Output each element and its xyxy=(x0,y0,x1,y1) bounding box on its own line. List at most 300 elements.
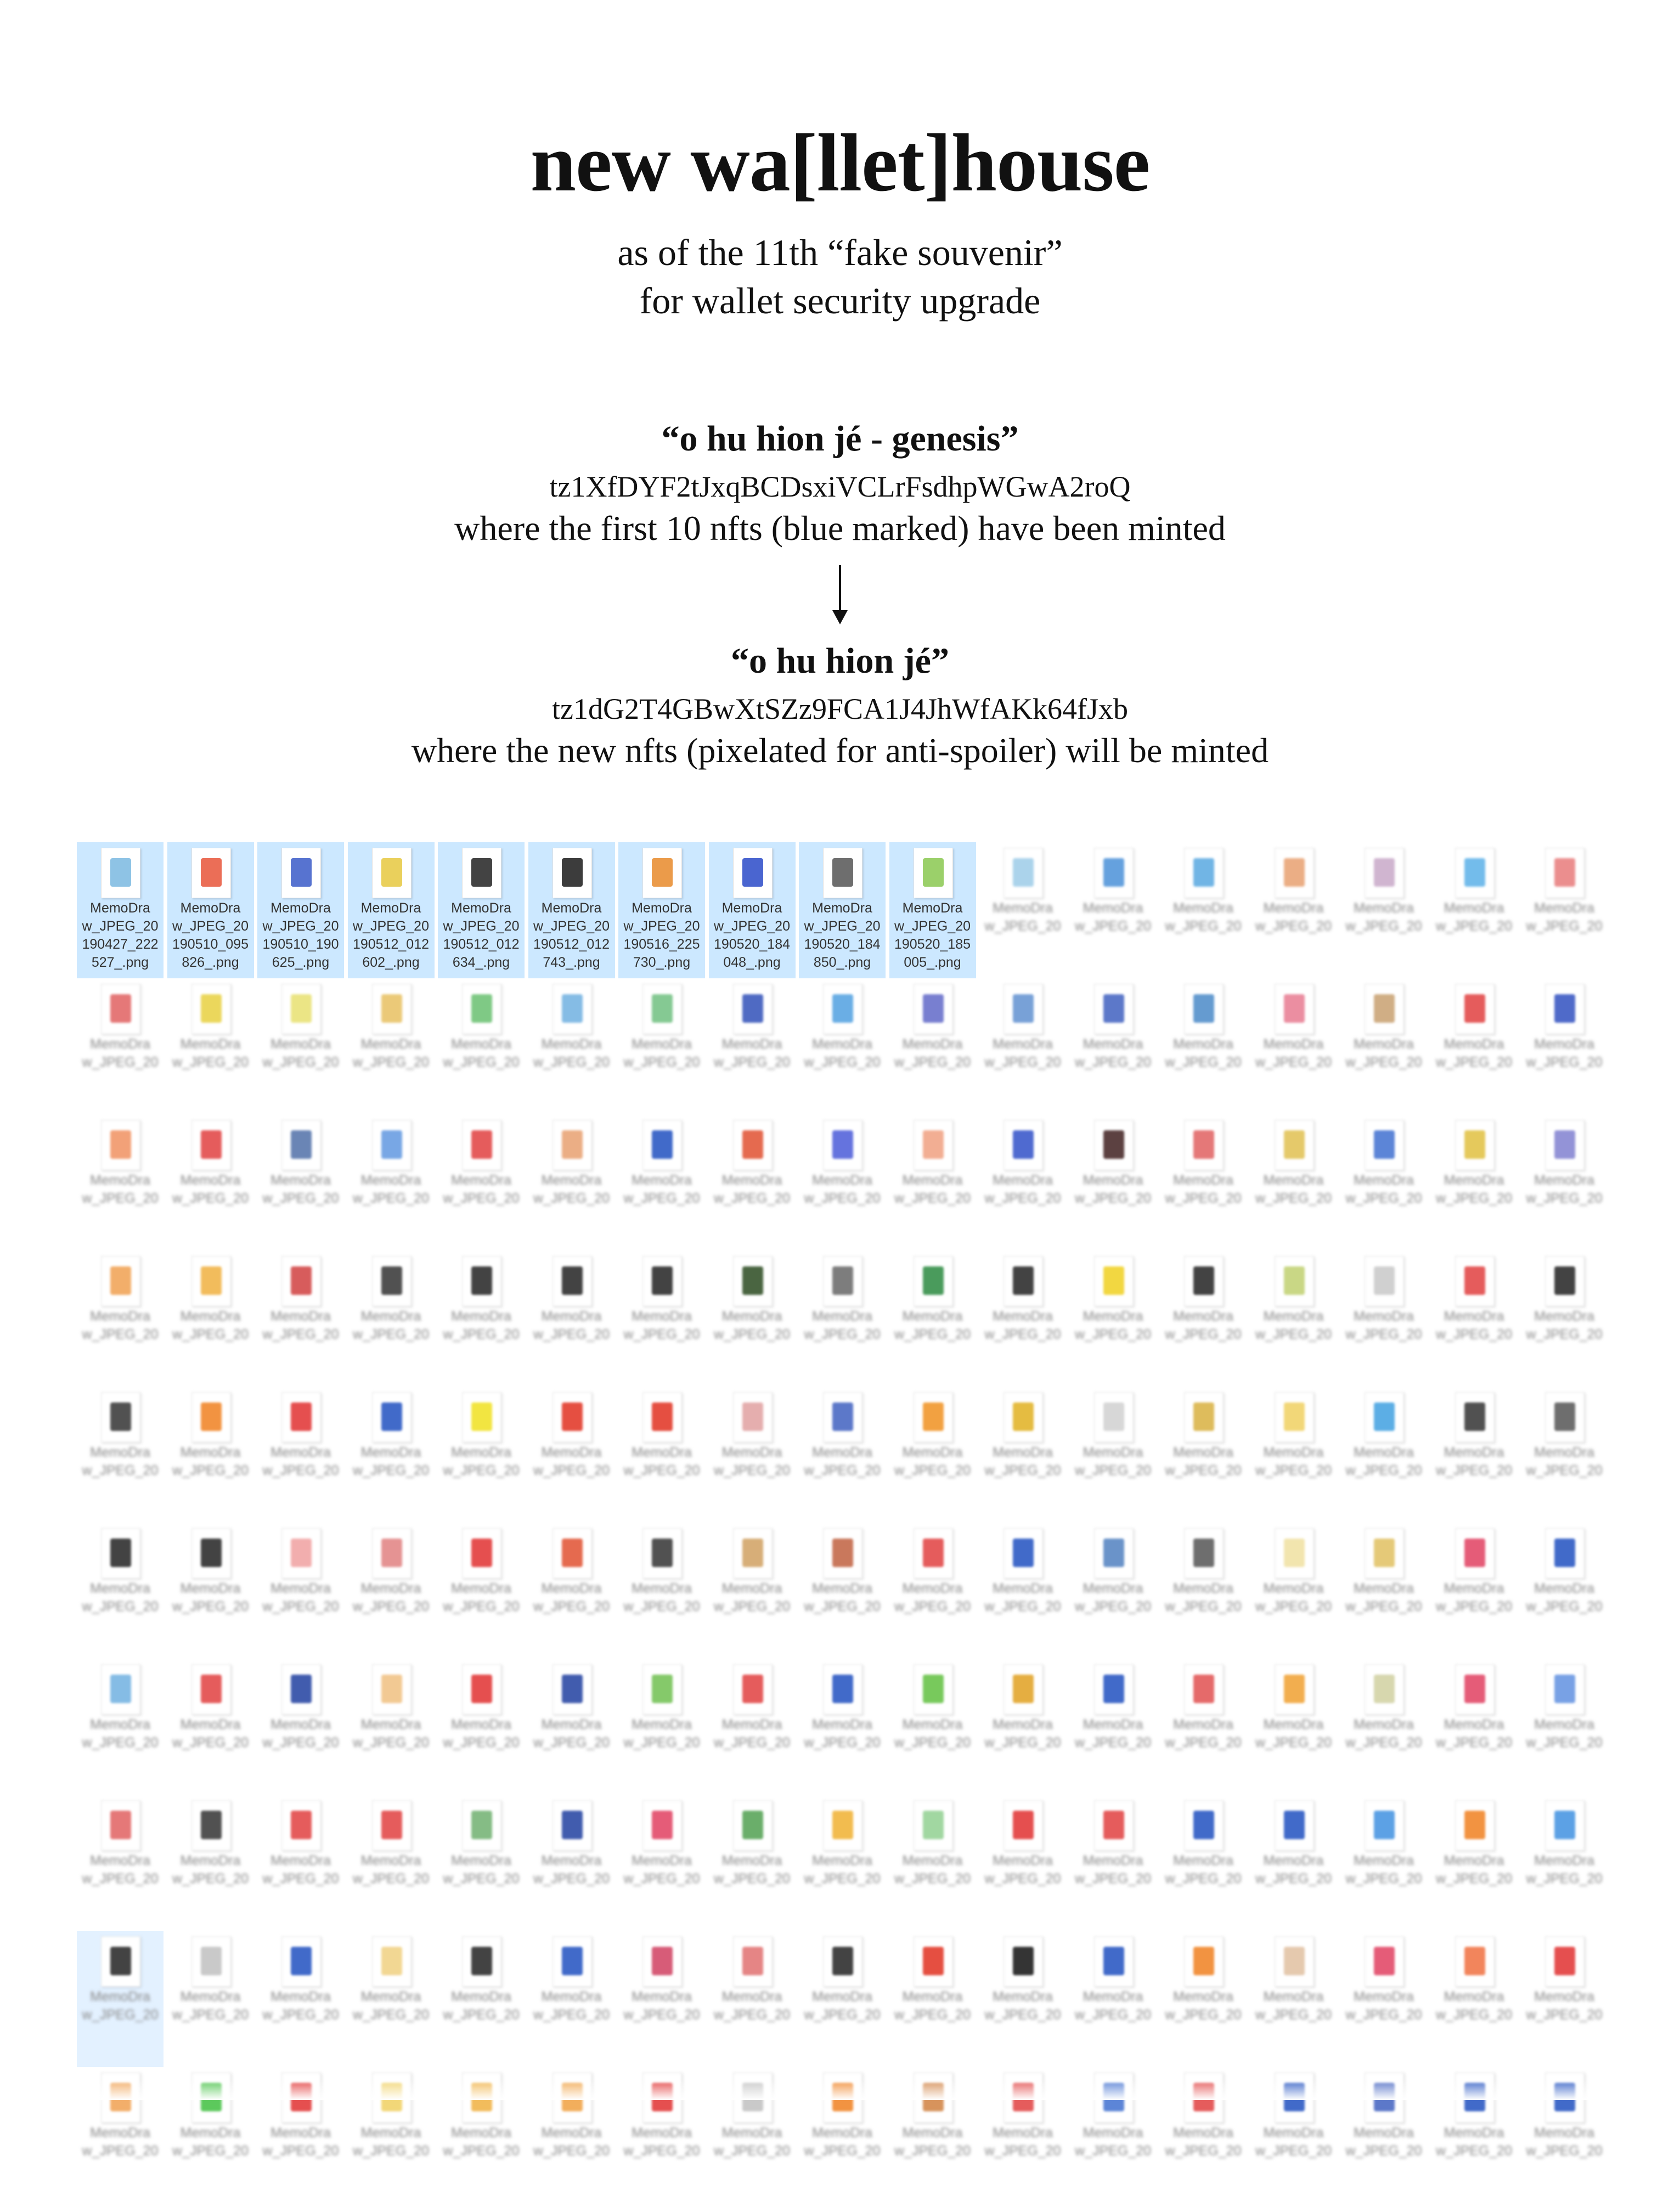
file-item-minted[interactable] xyxy=(799,842,886,978)
file-name: MemoDra w_JPEG_20 190510_095 826_.png xyxy=(172,900,249,970)
file-name: MemoDra w_JPEG_20 xyxy=(1526,1445,1603,1478)
file-name: MemoDra w_JPEG_20 xyxy=(623,1309,700,1342)
file-item-pixelated[interactable] xyxy=(889,1114,976,1250)
file-item-pixelated[interactable] xyxy=(889,1250,976,1387)
file-item-pixelated[interactable] xyxy=(1431,1114,1518,1250)
file-thumbnail xyxy=(1184,848,1224,898)
file-item-pixelated[interactable] xyxy=(438,1659,525,1795)
file-item-pixelated[interactable] xyxy=(1521,978,1608,1114)
file-item-pixelated[interactable] xyxy=(1160,1114,1247,1250)
file-item-pixelated[interactable] xyxy=(348,1387,435,1523)
file-item-pixelated[interactable] xyxy=(1250,1523,1337,1659)
file-name: MemoDra w_JPEG_20 xyxy=(443,1173,520,1206)
file-item-minted[interactable] xyxy=(528,842,615,978)
file-item-pixelated[interactable] xyxy=(1160,1387,1247,1523)
file-item-pixelated[interactable] xyxy=(167,978,254,1114)
file-item-pixelated[interactable] xyxy=(709,1114,796,1250)
file-item-pixelated[interactable] xyxy=(1070,1659,1157,1795)
file-thumbnail xyxy=(372,1528,411,1579)
file-name: MemoDra w_JPEG_20 xyxy=(1526,1036,1603,1070)
file-name: MemoDra w_JPEG_20 xyxy=(804,1989,881,2022)
file-item-pixelated[interactable] xyxy=(1160,1250,1247,1387)
file-name: MemoDra w_JPEG_20 xyxy=(82,1445,159,1478)
file-item-pixelated[interactable] xyxy=(709,1931,796,2067)
file-item-pixelated[interactable] xyxy=(979,1114,1066,1250)
file-name: MemoDra w_JPEG_20 xyxy=(172,1445,249,1478)
file-item-pixelated[interactable] xyxy=(889,1387,976,1523)
file-item-pixelated[interactable] xyxy=(1160,1795,1247,1931)
file-item-pixelated[interactable] xyxy=(1070,1523,1157,1659)
file-name: MemoDra w_JPEG_20 xyxy=(1436,1445,1512,1478)
file-thumbnail xyxy=(1455,1256,1495,1306)
file-item-pixelated[interactable] xyxy=(257,1114,344,1250)
file-item-pixelated[interactable] xyxy=(979,842,1066,978)
file-item-pixelated[interactable] xyxy=(1431,1523,1518,1659)
file-thumbnail xyxy=(823,848,862,898)
file-thumbnail xyxy=(462,1392,501,1443)
file-item-pixelated[interactable] xyxy=(979,1931,1066,2067)
file-item-pixelated[interactable] xyxy=(979,978,1066,1114)
file-item-minted[interactable] xyxy=(889,842,976,978)
file-item-pixelated[interactable] xyxy=(1431,978,1518,1114)
file-thumbnail xyxy=(281,848,321,898)
file-name: MemoDra w_JPEG_20 xyxy=(353,1309,429,1342)
file-name: MemoDra w_JPEG_20 xyxy=(1165,1445,1242,1478)
file-item-pixelated[interactable] xyxy=(167,1795,254,1931)
file-name: MemoDra w_JPEG_20 xyxy=(623,1036,700,1070)
file-item-pixelated[interactable] xyxy=(1521,1250,1608,1387)
file-name: MemoDra w_JPEG_20 xyxy=(714,1581,790,1614)
file-name: MemoDra w_JPEG_20 xyxy=(1526,1717,1603,1750)
file-item-pixelated[interactable] xyxy=(618,978,705,1114)
file-name: MemoDra w_JPEG_20 xyxy=(623,1173,700,1206)
new-wallet-name: “o hu hion jé” xyxy=(731,641,949,681)
file-thumbnail xyxy=(1004,1392,1043,1443)
file-thumbnail xyxy=(1545,1664,1585,1715)
file-item-pixelated[interactable] xyxy=(528,1114,615,1250)
file-thumbnail xyxy=(1545,1256,1585,1306)
file-thumbnail xyxy=(1094,1256,1134,1306)
file-name: MemoDra w_JPEG_20 xyxy=(533,2125,610,2159)
file-item-pixelated[interactable] xyxy=(1070,842,1157,978)
file-item-pixelated[interactable] xyxy=(709,1523,796,1659)
file-name: MemoDra w_JPEG_20 xyxy=(714,1173,790,1206)
file-item-pixelated[interactable] xyxy=(889,1931,976,2067)
old-wallet-name: “o hu hion jé - genesis” xyxy=(661,419,1019,459)
file-item-pixelated[interactable] xyxy=(618,1523,705,1659)
file-item-pixelated[interactable] xyxy=(257,1250,344,1387)
file-thumbnail xyxy=(1545,1120,1585,1170)
file-thumbnail xyxy=(914,1120,953,1170)
file-item-pixelated[interactable] xyxy=(1431,1931,1518,2067)
file-item-pixelated[interactable] xyxy=(1160,978,1247,1114)
file-thumbnail xyxy=(1365,1664,1404,1715)
file-thumbnail xyxy=(1545,848,1585,898)
file-thumbnail xyxy=(1455,1936,1495,1987)
file-name: MemoDra w_JPEG_20 xyxy=(262,1989,339,2022)
file-item-pixelated[interactable] xyxy=(167,1114,254,1250)
file-thumbnail xyxy=(823,1256,862,1306)
file-item-pixelated[interactable] xyxy=(167,1250,254,1387)
file-thumbnail xyxy=(1184,1120,1224,1170)
subtitle-line-2: for wallet security upgrade xyxy=(639,280,1041,322)
file-item-pixelated[interactable] xyxy=(77,1387,164,1523)
file-item-pixelated[interactable] xyxy=(979,1387,1066,1523)
file-item-pixelated[interactable] xyxy=(528,1931,615,2067)
file-item-minted[interactable] xyxy=(167,842,254,978)
file-thumbnail xyxy=(553,848,592,898)
file-item-pixelated[interactable] xyxy=(438,1387,525,1523)
file-item-minted[interactable] xyxy=(618,842,705,978)
file-item-pixelated[interactable] xyxy=(77,1523,164,1659)
file-thumbnail xyxy=(1455,848,1495,898)
file-thumbnail xyxy=(1365,1120,1404,1170)
file-thumbnail xyxy=(1275,1664,1314,1715)
file-item-pixelated[interactable] xyxy=(618,1795,705,1931)
file-name: MemoDra w_JPEG_20 xyxy=(353,1173,429,1206)
file-thumbnail xyxy=(281,1528,321,1579)
file-name: MemoDra w_JPEG_20 xyxy=(804,1309,881,1342)
file-item-pixelated[interactable] xyxy=(438,1114,525,1250)
file-item-pixelated[interactable] xyxy=(799,1250,886,1387)
file-item-pixelated[interactable] xyxy=(1521,1931,1608,2067)
file-item-pixelated[interactable] xyxy=(1521,1523,1608,1659)
file-item-pixelated[interactable] xyxy=(709,1250,796,1387)
file-item-pixelated[interactable] xyxy=(889,1795,976,1931)
file-thumbnail xyxy=(823,1120,862,1170)
file-item-pixelated[interactable] xyxy=(618,1387,705,1523)
file-item-pixelated[interactable] xyxy=(1340,1659,1427,1795)
file-name: MemoDra w_JPEG_20 xyxy=(623,1581,700,1614)
file-name: MemoDra w_JPEG_20 xyxy=(714,2125,790,2159)
file-item-pixelated[interactable] xyxy=(1521,1114,1608,1250)
file-thumbnail xyxy=(733,1664,773,1715)
file-item-pixelated[interactable] xyxy=(348,978,435,1114)
file-row xyxy=(77,978,1603,1114)
file-name: MemoDra w_JPEG_20 xyxy=(443,1309,520,1342)
file-item-minted[interactable] xyxy=(438,842,525,978)
file-name: MemoDra w_JPEG_20 xyxy=(443,1717,520,1750)
file-name: MemoDra w_JPEG_20 xyxy=(82,2125,159,2159)
file-item-pixelated[interactable] xyxy=(1250,842,1337,978)
file-item-pixelated[interactable] xyxy=(1250,1387,1337,1523)
file-item-pixelated[interactable] xyxy=(1431,1387,1518,1523)
file-thumbnail xyxy=(1184,1528,1224,1579)
file-name: MemoDra w_JPEG_20 xyxy=(1345,1036,1422,1070)
file-thumbnail xyxy=(553,1392,592,1443)
file-name: MemoDra w_JPEG_20 xyxy=(1075,1036,1151,1070)
file-thumbnail xyxy=(914,1528,953,1579)
file-thumbnail xyxy=(1275,1936,1314,1987)
file-item-pixelated[interactable] xyxy=(528,1795,615,1931)
file-item-pixelated[interactable] xyxy=(257,978,344,1114)
file-row xyxy=(77,1523,1603,1659)
file-item-pixelated[interactable] xyxy=(709,1387,796,1523)
file-item-pixelated[interactable] xyxy=(1250,1931,1337,2067)
file-item-pixelated[interactable] xyxy=(167,1659,254,1795)
file-item-pixelated[interactable] xyxy=(979,1250,1066,1387)
page-title: new wa[llet]house xyxy=(530,117,1150,209)
file-thumbnail xyxy=(1455,1664,1495,1715)
file-name: MemoDra w_JPEG_20 xyxy=(623,1445,700,1478)
file-item-pixelated[interactable] xyxy=(257,1387,344,1523)
file-item-pixelated[interactable] xyxy=(1070,978,1157,1114)
file-thumbnail xyxy=(642,1392,682,1443)
file-name: MemoDra w_JPEG_20 xyxy=(172,1989,249,2022)
file-thumbnail xyxy=(1275,1256,1314,1306)
file-item-pixelated[interactable] xyxy=(348,1659,435,1795)
file-name: MemoDra w_JPEG_20 xyxy=(894,1445,971,1478)
file-thumbnail xyxy=(553,1120,592,1170)
file-item-pixelated[interactable] xyxy=(77,1795,164,1931)
file-item-pixelated[interactable] xyxy=(1431,1795,1518,1931)
file-item-pixelated[interactable] xyxy=(1070,1931,1157,2067)
file-name: MemoDra w_JPEG_20 xyxy=(1165,2125,1242,2159)
file-item-pixelated[interactable] xyxy=(1340,1795,1427,1931)
file-item-pixelated[interactable] xyxy=(799,1523,886,1659)
file-item-pixelated[interactable] xyxy=(1250,1659,1337,1795)
file-item-pixelated[interactable] xyxy=(528,1250,615,1387)
file-item-pixelated[interactable] xyxy=(1070,1114,1157,1250)
file-thumbnail xyxy=(372,1664,411,1715)
file-name: MemoDra w_JPEG_20 190427_222 527_.png xyxy=(82,900,159,970)
file-item-pixelated[interactable] xyxy=(528,978,615,1114)
file-thumbnail xyxy=(642,1120,682,1170)
file-item-pixelated[interactable] xyxy=(77,1250,164,1387)
file-thumbnail xyxy=(1184,1936,1224,1987)
file-thumbnail xyxy=(914,1256,953,1306)
file-thumbnail xyxy=(281,1664,321,1715)
file-item-minted[interactable] xyxy=(348,842,435,978)
file-name: MemoDra w_JPEG_20 xyxy=(172,1717,249,1750)
file-item-pixelated[interactable] xyxy=(167,1523,254,1659)
file-item-pixelated[interactable] xyxy=(1250,1114,1337,1250)
file-name: MemoDra w_JPEG_20 xyxy=(172,1853,249,1886)
file-thumbnail xyxy=(1275,1528,1314,1579)
file-item-pixelated[interactable] xyxy=(1340,1523,1427,1659)
file-name: MemoDra w_JPEG_20 xyxy=(82,1173,159,1206)
file-item-pixelated[interactable] xyxy=(979,1523,1066,1659)
file-item-pixelated[interactable] xyxy=(1250,1795,1337,1931)
file-item-pixelated[interactable] xyxy=(1340,842,1427,978)
file-item-pixelated[interactable] xyxy=(348,1250,435,1387)
file-name: MemoDra w_JPEG_20 xyxy=(172,1581,249,1614)
file-item-pixelated[interactable] xyxy=(1431,1659,1518,1795)
file-thumbnail xyxy=(1275,1392,1314,1443)
file-thumbnail xyxy=(733,848,773,898)
file-item-pixelated[interactable] xyxy=(1340,1387,1427,1523)
file-item-pixelated[interactable] xyxy=(1160,1931,1247,2067)
file-item-pixelated[interactable] xyxy=(1250,1250,1337,1387)
file-name: MemoDra w_JPEG_20 xyxy=(443,1989,520,2022)
file-name: MemoDra w_JPEG_20 xyxy=(1255,1581,1332,1614)
file-item-pixelated[interactable] xyxy=(257,1795,344,1931)
file-item-pixelated[interactable] xyxy=(1160,842,1247,978)
file-item-pixelated[interactable] xyxy=(1340,978,1427,1114)
file-name: MemoDra w_JPEG_20 xyxy=(1436,1989,1512,2022)
file-item-pixelated[interactable] xyxy=(1340,1114,1427,1250)
file-item-pixelated[interactable] xyxy=(709,1659,796,1795)
file-item-pixelated[interactable] xyxy=(528,1387,615,1523)
file-name: MemoDra w_JPEG_20 xyxy=(804,1717,881,1750)
file-item-pixelated[interactable] xyxy=(1521,1387,1608,1523)
file-name: MemoDra w_JPEG_20 xyxy=(533,1173,610,1206)
file-name: MemoDra w_JPEG_20 xyxy=(172,2125,249,2159)
file-item-pixelated[interactable] xyxy=(1160,1659,1247,1795)
file-name: MemoDra w_JPEG_20 xyxy=(1526,1309,1603,1342)
file-item-pixelated[interactable] xyxy=(528,1523,615,1659)
file-thumbnail xyxy=(1455,984,1495,1034)
file-item-pixelated[interactable] xyxy=(799,1387,886,1523)
file-item-pixelated[interactable] xyxy=(348,1523,435,1659)
file-item-pixelated[interactable] xyxy=(438,978,525,1114)
file-name: MemoDra w_JPEG_20 xyxy=(984,1445,1061,1478)
file-item-pixelated[interactable] xyxy=(77,1931,164,2067)
file-thumbnail xyxy=(1275,984,1314,1034)
file-item-pixelated[interactable] xyxy=(889,978,976,1114)
file-item-pixelated[interactable] xyxy=(257,1523,344,1659)
file-item-pixelated[interactable] xyxy=(1431,842,1518,978)
file-name: MemoDra w_JPEG_20 xyxy=(262,1173,339,1206)
file-thumbnail xyxy=(914,848,953,898)
file-name: MemoDra w_JPEG_20 xyxy=(714,1309,790,1342)
file-thumbnail xyxy=(1094,1664,1134,1715)
file-item-pixelated[interactable] xyxy=(799,1659,886,1795)
file-item-pixelated[interactable] xyxy=(799,1931,886,2067)
file-item-pixelated[interactable] xyxy=(1521,1795,1608,1931)
file-thumbnail xyxy=(1365,1256,1404,1306)
file-item-pixelated[interactable] xyxy=(1431,1250,1518,1387)
file-item-pixelated[interactable] xyxy=(618,1114,705,1250)
file-item-pixelated[interactable] xyxy=(77,978,164,1114)
file-item-pixelated[interactable] xyxy=(979,1659,1066,1795)
file-item-minted[interactable] xyxy=(257,842,344,978)
file-name: MemoDra w_JPEG_20 190520_184 048_.png xyxy=(713,900,791,970)
file-thumbnail xyxy=(281,1800,321,1851)
file-item-pixelated[interactable] xyxy=(348,1931,435,2067)
file-item-pixelated[interactable] xyxy=(618,1931,705,2067)
file-thumbnail xyxy=(553,1256,592,1306)
file-item-pixelated[interactable] xyxy=(1521,842,1608,978)
file-item-pixelated[interactable] xyxy=(77,1114,164,1250)
file-item-pixelated[interactable] xyxy=(77,1659,164,1795)
file-item-pixelated[interactable] xyxy=(889,1659,976,1795)
file-thumbnail xyxy=(642,1256,682,1306)
file-thumbnail xyxy=(1455,1120,1495,1170)
file-item-pixelated[interactable] xyxy=(1340,1931,1427,2067)
file-name: MemoDra w_JPEG_20 xyxy=(714,1717,790,1750)
file-name: MemoDra w_JPEG_20 xyxy=(1255,2125,1332,2159)
file-item-pixelated[interactable] xyxy=(1160,1523,1247,1659)
file-thumbnail xyxy=(281,1392,321,1443)
file-item-pixelated[interactable] xyxy=(1070,1250,1157,1387)
file-item-pixelated[interactable] xyxy=(257,1931,344,2067)
file-name: MemoDra w_JPEG_20 xyxy=(262,1445,339,1478)
file-thumbnail xyxy=(1004,1664,1043,1715)
file-thumbnail xyxy=(1184,984,1224,1034)
file-item-pixelated[interactable] xyxy=(167,1931,254,2067)
file-name: MemoDra w_JPEG_20 xyxy=(353,1717,429,1750)
file-name: MemoDra w_JPEG_20 xyxy=(804,2125,881,2159)
file-thumbnail xyxy=(1094,984,1134,1034)
file-name: MemoDra w_JPEG_20 xyxy=(1165,1173,1242,1206)
file-thumbnail xyxy=(733,1800,773,1851)
file-item-pixelated[interactable] xyxy=(348,1114,435,1250)
file-name: MemoDra w_JPEG_20 xyxy=(894,1173,971,1206)
file-name: MemoDra w_JPEG_20 xyxy=(533,1309,610,1342)
file-name: MemoDra w_JPEG_20 xyxy=(804,1036,881,1070)
file-thumbnail xyxy=(1184,1256,1224,1306)
file-thumbnail xyxy=(914,1936,953,1987)
file-item-pixelated[interactable] xyxy=(799,1114,886,1250)
file-item-pixelated[interactable] xyxy=(438,1250,525,1387)
file-item-minted[interactable] xyxy=(709,842,796,978)
file-item-pixelated[interactable] xyxy=(618,1659,705,1795)
file-row xyxy=(77,1250,1603,1387)
file-item-pixelated[interactable] xyxy=(709,978,796,1114)
file-thumbnail xyxy=(642,1664,682,1715)
file-thumbnail xyxy=(281,984,321,1034)
file-item-pixelated[interactable] xyxy=(618,1250,705,1387)
file-item-pixelated[interactable] xyxy=(1070,1387,1157,1523)
file-name: MemoDra w_JPEG_20 xyxy=(443,1581,520,1614)
file-thumbnail xyxy=(823,1528,862,1579)
file-name: MemoDra w_JPEG_20 xyxy=(1165,1309,1242,1342)
file-thumbnail xyxy=(1184,1392,1224,1443)
file-item-pixelated[interactable] xyxy=(799,978,886,1114)
file-name: MemoDra w_JPEG_20 xyxy=(1526,2125,1603,2159)
file-item-pixelated[interactable] xyxy=(348,1795,435,1931)
file-item-pixelated[interactable] xyxy=(438,1523,525,1659)
file-name: MemoDra w_JPEG_20 xyxy=(1345,1581,1422,1614)
file-item-pixelated[interactable] xyxy=(438,1931,525,2067)
file-item-pixelated[interactable] xyxy=(799,1795,886,1931)
file-name: MemoDra w_JPEG_20 xyxy=(1165,1717,1242,1750)
file-name: MemoDra w_JPEG_20 xyxy=(1255,900,1332,934)
file-name: MemoDra w_JPEG_20 xyxy=(533,1717,610,1750)
file-name: MemoDra w_JPEG_20 190520_185 005_.png xyxy=(894,900,971,970)
file-thumbnail xyxy=(1455,1800,1495,1851)
file-item-pixelated[interactable] xyxy=(1250,978,1337,1114)
file-item-pixelated[interactable] xyxy=(257,1659,344,1795)
file-item-pixelated[interactable] xyxy=(167,1387,254,1523)
file-item-pixelated[interactable] xyxy=(979,1795,1066,1931)
file-item-pixelated[interactable] xyxy=(1521,1659,1608,1795)
file-name: MemoDra w_JPEG_20 xyxy=(172,1309,249,1342)
file-item-pixelated[interactable] xyxy=(1070,1795,1157,1931)
file-thumbnail xyxy=(553,984,592,1034)
file-thumbnail xyxy=(914,1392,953,1443)
file-name: MemoDra w_JPEG_20 xyxy=(533,1036,610,1070)
file-item-pixelated[interactable] xyxy=(438,1795,525,1931)
file-thumbnail xyxy=(1365,984,1404,1034)
file-name: MemoDra w_JPEG_20 xyxy=(984,1989,1061,2022)
file-item-minted[interactable] xyxy=(77,842,164,978)
file-item-pixelated[interactable] xyxy=(528,1659,615,1795)
file-thumbnail xyxy=(1365,848,1404,898)
file-row xyxy=(77,1387,1603,1523)
file-thumbnail xyxy=(1094,1528,1134,1579)
file-item-pixelated[interactable] xyxy=(709,1795,796,1931)
file-name: MemoDra w_JPEG_20 xyxy=(1255,1717,1332,1750)
file-item-pixelated[interactable] xyxy=(889,1523,976,1659)
file-item-pixelated[interactable] xyxy=(1340,1250,1427,1387)
file-name: MemoDra w_JPEG_20 xyxy=(1436,1036,1512,1070)
file-name: MemoDra w_JPEG_20 xyxy=(443,1445,520,1478)
file-name: MemoDra w_JPEG_20 xyxy=(1255,1989,1332,2022)
file-thumbnail xyxy=(372,1936,411,1987)
file-thumbnail xyxy=(191,1664,231,1715)
